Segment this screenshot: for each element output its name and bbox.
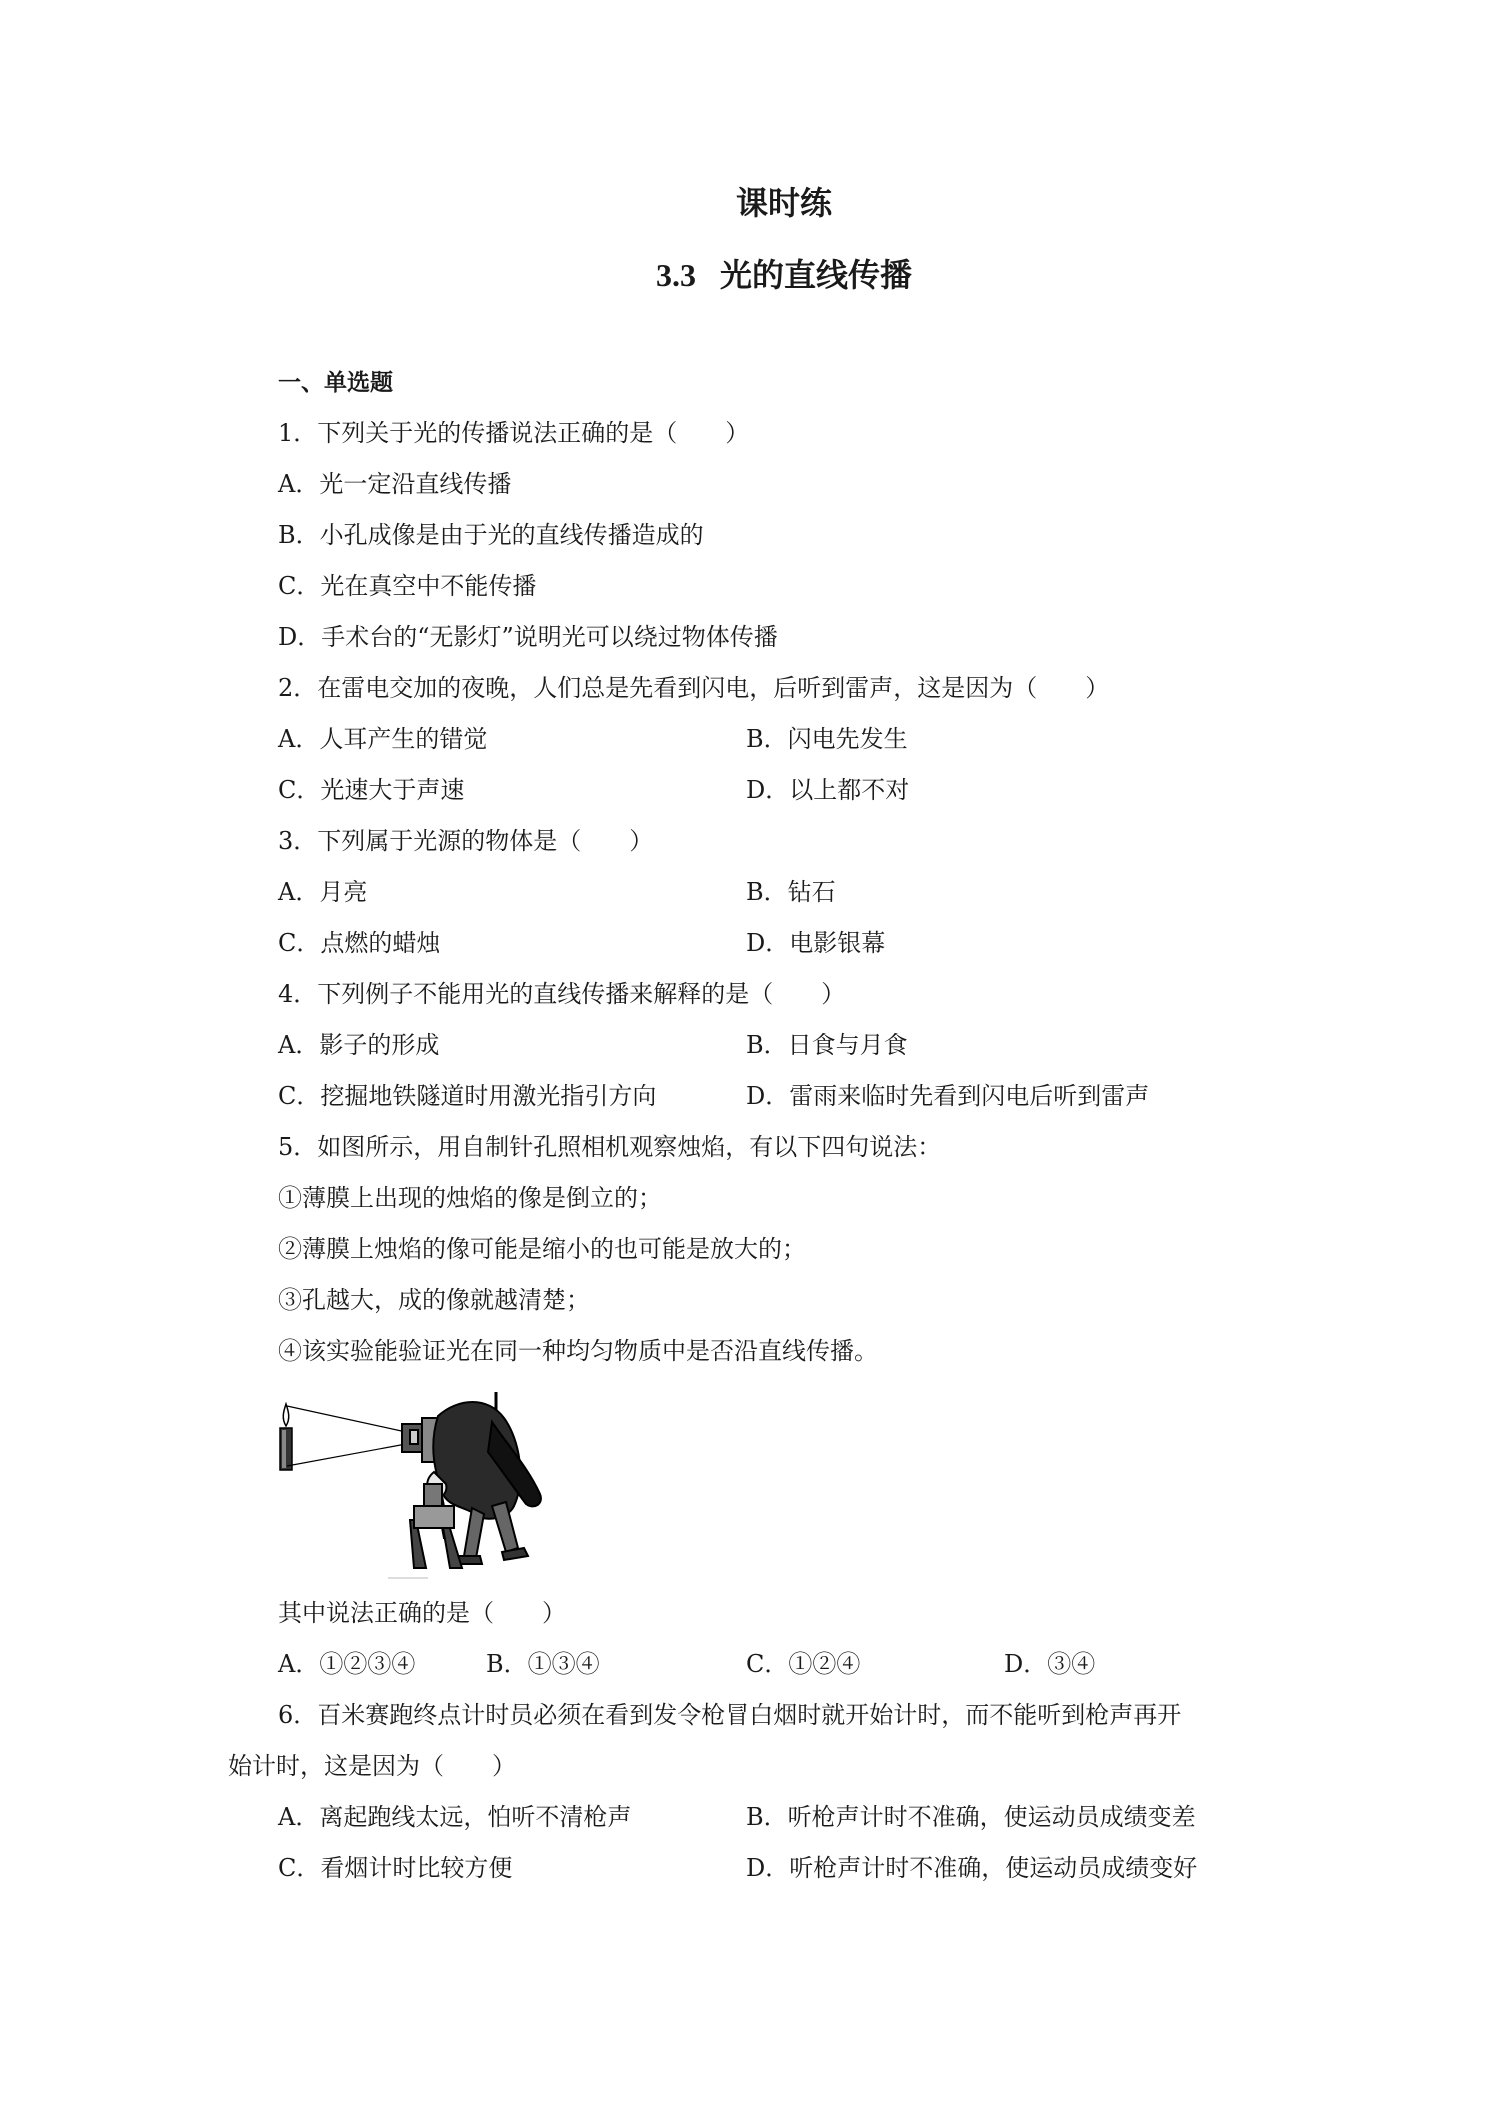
q4-option-b: B．日食与月食 xyxy=(746,1031,908,1059)
section-number: 3.3 xyxy=(655,257,696,293)
q3-option-b: B．钻石 xyxy=(746,878,836,906)
section-heading xyxy=(0,250,1488,296)
q4-option-d: D．雷雨来临时先看到闪电后听到雷声 xyxy=(746,1082,1150,1110)
q5-option-c: C．①②④ xyxy=(746,1650,861,1678)
q6-option-d: D．听枪声计时不准确，使运动员成绩变好 xyxy=(746,1854,1198,1882)
q5-option-d: D．③④ xyxy=(1004,1650,1096,1678)
question-6-stem-line-2: 始计时，这是因为（ ） xyxy=(228,1752,516,1780)
q3-option-d: D．电影银幕 xyxy=(746,929,886,957)
q2-option-c: C．光速大于声速 xyxy=(278,776,465,804)
question-3-stem: 3．下列属于光源的物体是（ ） xyxy=(278,827,654,855)
q6-option-b: B．听枪声计时不准确，使运动员成绩变差 xyxy=(746,1803,1196,1831)
q4-option-c: C．挖掘地铁隧道时用激光指引方向 xyxy=(278,1082,657,1110)
q3-option-c: C．点燃的蜡烛 xyxy=(278,929,441,957)
q5-statement-3: ③孔越大，成的像就越清楚； xyxy=(278,1286,590,1314)
q3-option-a: A．月亮 xyxy=(278,878,368,906)
q5-statement-2: ②薄膜上烛焰的像可能是缩小的也可能是放大的； xyxy=(278,1235,806,1263)
q5-statement-1: ①薄膜上出现的烛焰的像是倒立的； xyxy=(278,1184,662,1212)
q5-statement-4: ④该实验能验证光在同一种均匀物质中是否沿直线传播。 xyxy=(278,1337,878,1365)
q1-option-c: C．光在真空中不能传播 xyxy=(278,572,537,600)
pinhole-camera-observer-icon xyxy=(402,1392,541,1568)
question-6-stem-line-1: 6．百米赛跑终点计时员必须在看到发令枪冒白烟时就开始计时，而不能听到枪声再开 xyxy=(278,1701,1182,1729)
question-5-stem: 5．如图所示，用自制针孔照相机观察烛焰，有以下四句说法： xyxy=(278,1133,942,1161)
pinhole-camera-figure xyxy=(278,1388,568,1584)
page-title: 课时练 xyxy=(735,184,832,222)
q6-option-a: A．离起跑线太远，怕听不清枪声 xyxy=(278,1803,632,1831)
section-title: 光的直线传播 xyxy=(719,256,912,294)
light-rays xyxy=(287,1406,406,1466)
part-heading: 一、单选题 xyxy=(278,370,393,396)
question-2-stem: 2．在雷电交加的夜晚，人们总是先看到闪电，后听到雷声，这是因为（ ） xyxy=(278,674,1110,702)
q2-option-b: B．闪电先发生 xyxy=(746,725,908,753)
question-1-stem: 1．下列关于光的传播说法正确的是（ ） xyxy=(278,419,750,447)
q1-option-a: A．光一定沿直线传播 xyxy=(278,470,512,498)
q4-option-a: A．影子的形成 xyxy=(278,1031,440,1059)
q5-option-b: B．①③④ xyxy=(486,1650,600,1678)
candle-icon xyxy=(280,1404,292,1470)
question-4-stem: 4．下列例子不能用光的直线传播来解释的是（ ） xyxy=(278,980,846,1008)
q5-prompt: 其中说法正确的是（ ） xyxy=(278,1599,566,1627)
q2-option-a: A．人耳产生的错觉 xyxy=(278,725,488,753)
q1-option-b: B．小孔成像是由于光的直线传播造成的 xyxy=(278,521,704,549)
q6-option-c: C．看烟计时比较方便 xyxy=(278,1854,513,1882)
q5-option-a: A．①②③④ xyxy=(278,1650,416,1678)
q2-option-d: D．以上都不对 xyxy=(746,776,910,804)
q1-option-d: D．手术台的“无影灯”说明光可以绕过物体传播 xyxy=(278,623,778,651)
